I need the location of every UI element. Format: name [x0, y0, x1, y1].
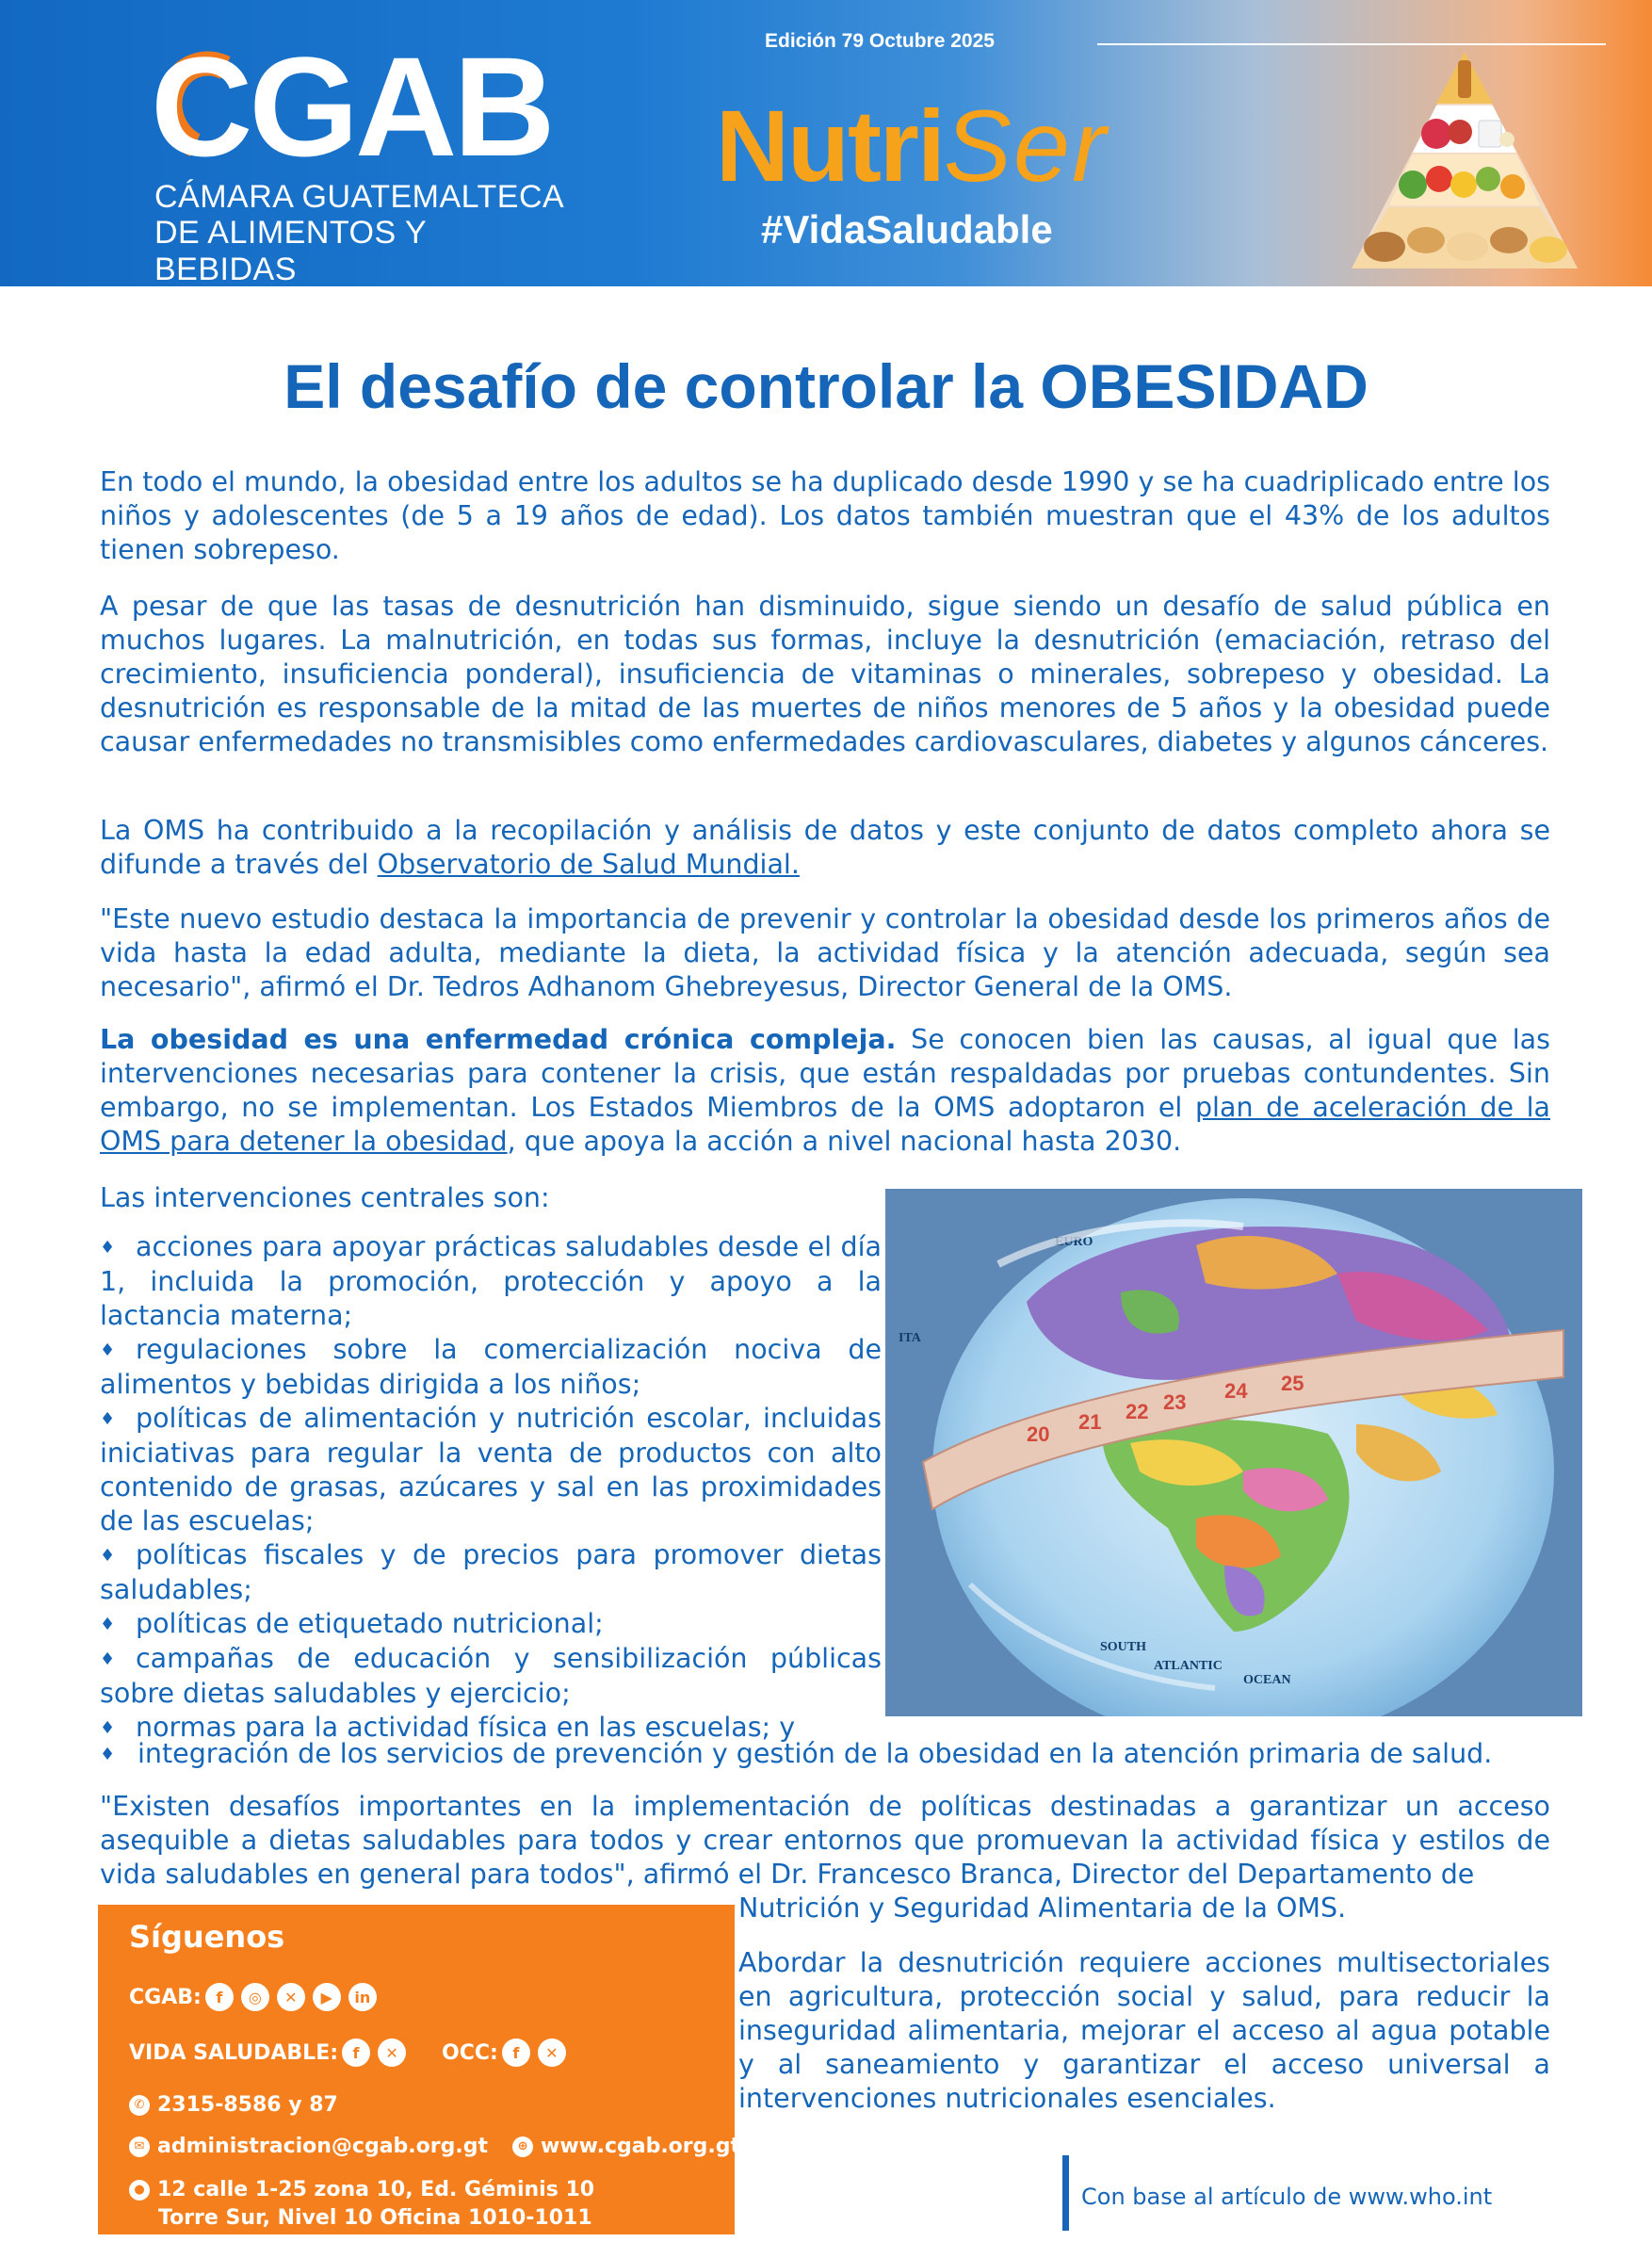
x-icon[interactable]: ✕	[538, 2039, 566, 2067]
phone-number[interactable]: 2315-8586 y 87	[157, 2093, 338, 2117]
facebook-icon[interactable]: f	[502, 2039, 530, 2067]
map-label: SOUTH	[1100, 1640, 1147, 1654]
paragraph-5-text: Se conocen bien las causas, al igual que las intervenciones necesarias para contener la crisis, que están respaldadas por pruebas contundentes. Sin embargo, no se implementan. Los Estados Miembros de la OMS adoptaron el	[100, 1024, 1550, 1123]
map-label: OCEAN	[1243, 1673, 1291, 1687]
email-icon: ✉	[129, 2136, 150, 2157]
instagram-icon[interactable]: ◎	[241, 1983, 269, 2011]
paragraph-1: En todo el mundo, la obesidad entre los adultos se ha duplicado desde 1990 y se ha cuadriplicado entre los niños y adolescentes (de 5 a 19 años de edad). Los datos también muestran que el 43% de los adultos tienen sobrepeso.	[100, 466, 1550, 565]
location-icon: ●	[129, 2180, 150, 2201]
paragraph-6-end: Nutrición y Seguridad Alimentaria de la OMS.	[738, 1892, 1347, 1924]
tape-number: 25	[1281, 1372, 1304, 1395]
paragraph-3-text: La OMS ha contribuido a la recopilación y análisis de datos y este conjunto de datos completo ahora se difunde a través del	[100, 815, 1550, 880]
hashtag: #VidaSaludable	[761, 207, 1053, 252]
tape-number: 21	[1078, 1410, 1102, 1434]
paragraph-5-bold: La obesidad es una enfermedad crónica compleja.	[100, 1024, 897, 1055]
header-banner	[0, 0, 1652, 286]
linkedin-icon[interactable]: in	[348, 1983, 377, 2011]
facebook-icon[interactable]: f	[205, 1983, 234, 2011]
interventions-intro: Las intervenciones centrales son:	[100, 1182, 550, 1213]
logo-text: CGAB	[151, 27, 552, 186]
diamond-bullet-icon: ♦	[100, 1340, 116, 1360]
youtube-icon[interactable]: ▶	[313, 1983, 341, 2011]
tape-number: 23	[1163, 1390, 1187, 1414]
cgab-social-row	[129, 1983, 381, 2011]
diamond-bullet-icon: ♦	[100, 1745, 116, 1764]
diamond-bullet-icon: ♦	[100, 1718, 116, 1738]
list-item: ♦ políticas de alimentación y nutrición escolar, incluidas iniciativas para regular la venta de productos con alto contenido de grasas, azúcares y sal en las proximidades de las escuelas;	[100, 1403, 882, 1536]
paragraph-5	[100, 1023, 1550, 1159]
address-line1: 12 calle 1-25 zona 10, Ed. Géminis 10	[157, 2178, 595, 2201]
tape-number: 24	[1224, 1379, 1248, 1403]
diamond-bullet-icon: ♦	[100, 1615, 116, 1634]
paragraph-2: A pesar de que las tasas de desnutrición han disminuido, sigue siendo un desafío de salud pública en muchos lugares. La malnutrición, en todas sus formas, incluye la desnutrición (emaciación, retraso del crecimiento, insuficiencia ponderal), insuficiencia de vitaminas o minerales, sobrepeso y obesidad. La desnutrición es responsable de la mitad de las muertes de niños menores de 5 años y la obesidad puede causar enfermedades no transmisibles como enfermedades cardiovasculares, diabetes y algunos cánceres.	[100, 591, 1550, 757]
address-line2: Torre Sur, Nivel 10 Oficina 1010-1011	[158, 2206, 592, 2230]
list-item: ♦ regulaciones sobre la comercialización nociva de alimentos y bebidas dirigida a los niños;	[100, 1334, 882, 1400]
observatorio-link[interactable]: Observatorio de Salud Mundial.	[377, 849, 800, 880]
x-icon[interactable]: ✕	[277, 1983, 305, 2011]
address-row-2	[158, 2206, 592, 2230]
map-label: EURO	[1055, 1235, 1093, 1249]
list-item: ♦ políticas de etiquetado nutricional;	[100, 1607, 882, 1642]
edition-label: Edición 79 Octubre 2025	[765, 30, 995, 52]
cgab-logo	[151, 27, 565, 286]
globe-measuring-tape-image	[885, 1189, 1582, 1716]
list-item: ♦ normas para la actividad física en las escuelas; y	[100, 1711, 882, 1746]
nutriser-brand	[716, 89, 1108, 203]
brand-nutri: Nutri	[716, 89, 944, 203]
follow-us-box	[98, 1905, 741, 2234]
list-item: ♦ campañas de educación y sensibilización públicas sobre dietas saludables y ejercicio;	[100, 1643, 882, 1709]
website[interactable]: www.cgab.org.gt	[541, 2135, 741, 2158]
address-row-1	[129, 2178, 594, 2201]
map-label: ATLANTIC	[1154, 1659, 1223, 1673]
list-item: ♦ acciones para apoyar prácticas saludables desde el día 1, incluida la promoción, protección y apoyo a la lactancia materna;	[100, 1231, 882, 1331]
interventions-list	[100, 1230, 882, 1746]
list-item: ♦ políticas fiscales y de precios para promover dietas saludables;	[100, 1539, 882, 1605]
food-pyramid-illustration	[1347, 47, 1582, 273]
diamond-bullet-icon: ♦	[100, 1409, 116, 1429]
tape-number: 22	[1126, 1400, 1149, 1423]
map-label: ITA	[899, 1331, 921, 1345]
edition-rule	[1097, 43, 1606, 45]
paragraph-4: "Este nuevo estudio destaca la importancia de prevenir y controlar la obesidad desde los primeros años de vida hasta la edad adulta, mediante la dieta, la actividad física y la atención adecuada, según sea necesario", afirmó el Dr. Tedros Adhanom Ghebreyesus, Director General de la OMS.	[100, 903, 1550, 1002]
paragraph-7: Abordar la desnutrición requiere acciones multisectoriales en agricultura, protección social y salud, para reducir la inseguridad alimentaria, mejorar el acceso al agua potable y al saneamiento y garantizar el acceso universal a intervenciones nutricionales esenciales.	[738, 1947, 1550, 2114]
follow-title: Síguenos	[129, 1919, 285, 1955]
phone-icon: ✆	[129, 2095, 150, 2116]
article-title: El desafío de controlar la OBESIDAD	[283, 351, 1369, 421]
source-note: Con base al artículo de www.who.int	[1081, 2184, 1493, 2210]
diamond-bullet-icon: ♦	[100, 1649, 116, 1669]
phone-row	[129, 2093, 338, 2117]
diamond-bullet-icon: ♦	[100, 1238, 116, 1258]
vida-saludable-social-row	[129, 2039, 570, 2067]
list-item-last: ♦ integración de los servicios de prevención y gestión de la obesidad en la atención primaria de salud.	[100, 1737, 1569, 1772]
contact-row	[129, 2135, 740, 2158]
web-icon: ⊕	[512, 2136, 533, 2157]
occ-label: OCC:	[442, 2040, 498, 2065]
paragraph-3	[100, 814, 1550, 882]
brand-ser: Ser	[943, 89, 1109, 203]
plan-aceleracion-link[interactable]: plan de aceleración de la OMS para detener la obesidad	[100, 1092, 1550, 1157]
facebook-icon[interactable]: f	[342, 2039, 370, 2067]
vida-saludable-label: VIDA SALUDABLE:	[129, 2040, 339, 2065]
email-address[interactable]: administracion@cgab.org.gt	[157, 2135, 489, 2158]
paragraph-6: "Existen desafíos importantes en la implementación de políticas destinadas a garantizar un acceso asequible a dietas saludables para todos y crear entornos que promuevan la actividad física y estilos de vida saludables en general para todos", afirmó el Dr. Francesco Branca, Director del Departamento de	[100, 1791, 1550, 1890]
diamond-bullet-icon: ♦	[100, 1546, 116, 1566]
source-accent-bar	[1062, 2155, 1069, 2231]
paragraph-5-tail: , que apoya la acción a nivel nacional hasta 2030.	[507, 1126, 1182, 1157]
tape-number: 20	[1027, 1422, 1050, 1446]
org-name-line1: CÁMARA GUATEMALTECA	[154, 179, 565, 215]
cgab-social-label: CGAB:	[129, 1985, 202, 2009]
x-icon[interactable]: ✕	[378, 2039, 406, 2067]
org-name-line2: DE ALIMENTOS Y BEBIDAS	[154, 215, 427, 286]
